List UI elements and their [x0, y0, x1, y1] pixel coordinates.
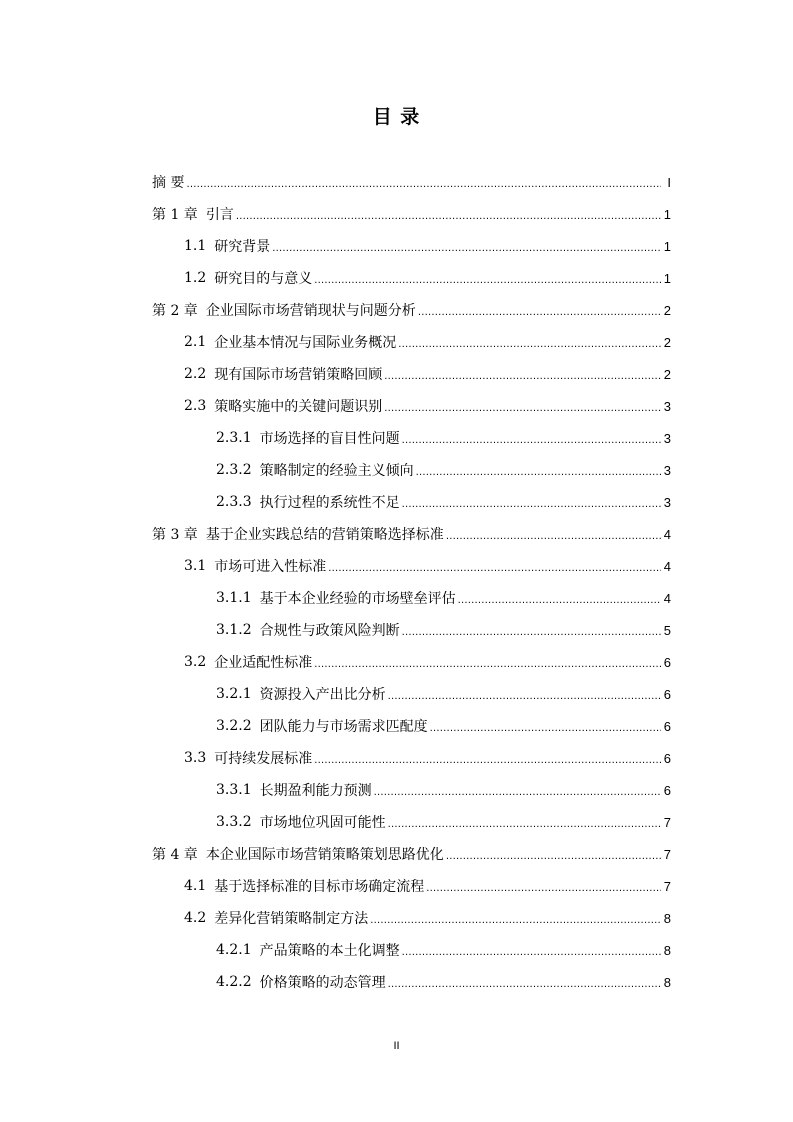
- toc-entry[interactable]: [152, 294, 671, 326]
- toc-dot-leader: [374, 784, 661, 798]
- toc-entry[interactable]: [216, 454, 671, 486]
- toc-entry-number: 摘 要: [152, 175, 185, 191]
- toc-entry-title: 产品策略的本土化调整: [259, 943, 400, 959]
- toc-entry-title: 差异化营销策略制定方法: [214, 911, 369, 927]
- toc-dot-leader: [314, 656, 661, 670]
- toc-entry-title: 可持续发展标准: [214, 751, 313, 767]
- toc-dot-leader: [446, 528, 661, 542]
- toc-entry-number: 3.1.2: [216, 622, 252, 638]
- toc-entry-number: 3.3.2: [216, 814, 252, 830]
- toc-entry[interactable]: [184, 262, 671, 294]
- toc-entry-page-number: 6: [663, 782, 671, 798]
- toc-entry[interactable]: [184, 230, 671, 262]
- toc-entry-title: 研究背景: [214, 239, 271, 255]
- toc-entry[interactable]: [184, 358, 671, 390]
- toc-entry-number: 4.2.1: [216, 942, 252, 958]
- toc-entry-number: 4.2.2: [216, 974, 252, 990]
- toc-entry[interactable]: [216, 422, 671, 454]
- toc-dot-leader: [402, 624, 661, 638]
- toc-entry[interactable]: [216, 710, 671, 742]
- toc-dot-leader: [446, 848, 661, 862]
- toc-entry-number: 第 3 章: [152, 527, 198, 543]
- toc-entry[interactable]: [216, 774, 671, 806]
- toc-entry[interactable]: [184, 390, 671, 422]
- toc-entry-page-number: 2: [663, 334, 671, 350]
- toc-entry-number: 4.1: [184, 878, 207, 894]
- toc-entry-page-number: 3: [663, 430, 671, 446]
- toc-entry-title: 资源投入产出比分析: [259, 687, 386, 703]
- toc-entry-title: 企业国际市场营销现状与问题分析: [205, 303, 416, 319]
- toc-entry-page-number: 7: [663, 846, 671, 862]
- toc-entry[interactable]: [216, 582, 671, 614]
- toc-dot-leader: [314, 272, 661, 286]
- toc-entry-page-number: I: [667, 174, 671, 190]
- toc-entry-page-number: 8: [663, 942, 671, 958]
- toc-entry-page-number: 1: [663, 238, 671, 254]
- toc-entry-page-number: 6: [663, 654, 671, 670]
- toc-entry-title: 研究目的与意义: [214, 271, 313, 287]
- toc-dot-leader: [430, 720, 661, 734]
- toc-entry-number: 1.2: [184, 270, 207, 286]
- toc-dot-leader: [388, 688, 661, 702]
- toc-entry-number: 2.3.2: [216, 462, 252, 478]
- toc-entry-number: 2.3.1: [216, 430, 252, 446]
- toc-entry-page-number: 4: [663, 558, 671, 574]
- toc-entry-title: 市场选择的盲目性问题: [259, 431, 400, 447]
- toc-entry[interactable]: [152, 198, 671, 230]
- toc-dot-leader: [186, 176, 661, 190]
- toc-entry-page-number: 2: [663, 302, 671, 318]
- toc-entry[interactable]: [184, 326, 671, 358]
- toc-entry-page-number: 6: [663, 750, 671, 766]
- toc-entry-title: 企业适配性标准: [214, 655, 313, 671]
- toc-entry-title: 价格策略的动态管理: [259, 975, 386, 991]
- toc-entry-number: 4.2: [184, 910, 207, 926]
- toc-entry[interactable]: [216, 806, 671, 838]
- toc-entry-title: 合规性与政策风险判断: [259, 623, 400, 639]
- footer-page-number: II: [393, 1040, 400, 1052]
- toc-dot-leader: [236, 208, 661, 222]
- toc-entry-title: 策略实施中的关键问题识别: [214, 399, 383, 415]
- toc-entry[interactable]: [216, 678, 671, 710]
- toc-entry-number: 2.3.3: [216, 494, 252, 510]
- toc-entry-title: 团队能力与市场需求匹配度: [259, 719, 428, 735]
- toc-dot-leader: [402, 944, 661, 958]
- toc-entry-page-number: 3: [663, 494, 671, 510]
- toc-entry[interactable]: [216, 966, 671, 998]
- toc-entry-title: 本企业国际市场营销策略策划思路优化: [205, 847, 444, 863]
- toc-dot-leader: [418, 304, 661, 318]
- toc-entry-number: 第 1 章: [152, 207, 198, 223]
- toc-entry-number: 3.2.2: [216, 718, 252, 734]
- toc-entry-title: 执行过程的系统性不足: [259, 495, 400, 511]
- toc-dot-leader: [384, 400, 661, 414]
- toc-dot-leader: [426, 880, 661, 894]
- toc-entry[interactable]: [216, 934, 671, 966]
- toc-entry[interactable]: [184, 646, 671, 678]
- toc-dot-leader: [398, 336, 661, 350]
- toc-dot-leader: [416, 464, 661, 478]
- toc-dot-leader: [388, 976, 661, 990]
- toc-entry-title: 基于本企业经验的市场壁垒评估: [259, 591, 456, 607]
- toc-entry-number: 第 2 章: [152, 303, 198, 319]
- toc-entry-page-number: 1: [663, 206, 671, 222]
- toc-entry-title: 策略制定的经验主义倾向: [259, 463, 414, 479]
- toc-entry-number: 3.3: [184, 750, 207, 766]
- toc-entry-page-number: 2: [663, 366, 671, 382]
- toc-entry-title: 企业基本情况与国际业务概况: [214, 335, 397, 351]
- toc-entry-page-number: 8: [663, 910, 671, 926]
- toc-entry-title: 引言: [205, 207, 234, 223]
- toc-entry[interactable]: [184, 870, 671, 902]
- toc-entry[interactable]: [216, 486, 671, 518]
- toc-entry[interactable]: [152, 166, 671, 198]
- toc-entry-number: 第 4 章: [152, 847, 198, 863]
- toc-entry-number: 3.1: [184, 558, 207, 574]
- toc-entry-number: 3.1.1: [216, 590, 252, 606]
- toc-entry[interactable]: [152, 838, 671, 870]
- toc-entry[interactable]: [184, 550, 671, 582]
- toc-entry-page-number: 3: [663, 462, 671, 478]
- toc-dot-leader: [272, 240, 661, 254]
- toc-entry-page-number: 3: [663, 398, 671, 414]
- toc-entry-page-number: 4: [663, 590, 671, 606]
- toc-dot-leader: [384, 368, 661, 382]
- toc-entry-page-number: 4: [663, 526, 671, 542]
- toc-entry-title: 市场地位巩固可能性: [259, 815, 386, 831]
- toc-entry-page-number: 7: [663, 814, 671, 830]
- toc-dot-leader: [402, 432, 661, 446]
- toc-entry-page-number: 5: [663, 622, 671, 638]
- toc-title: 目 录: [372, 106, 421, 128]
- toc-entry[interactable]: [216, 614, 671, 646]
- toc-entry-page-number: 6: [663, 718, 671, 734]
- toc-entry[interactable]: [152, 518, 671, 550]
- toc-dot-leader: [402, 496, 661, 510]
- toc-entry[interactable]: [184, 742, 671, 774]
- toc-entry-page-number: 7: [663, 878, 671, 894]
- toc-entry[interactable]: [184, 902, 671, 934]
- toc-entry-number: 1.1: [184, 238, 207, 254]
- toc-dot-leader: [458, 592, 661, 606]
- toc-dot-leader: [388, 816, 661, 830]
- toc-entry-page-number: 6: [663, 686, 671, 702]
- toc-dot-leader: [314, 752, 661, 766]
- toc-entry-number: 3.2: [184, 654, 207, 670]
- toc-entry-page-number: 8: [663, 974, 671, 990]
- toc-entry-number: 3.3.1: [216, 782, 252, 798]
- toc-entry-page-number: 1: [663, 270, 671, 286]
- toc-entry-number: 2.3: [184, 398, 207, 414]
- toc-entry-number: 2.2: [184, 366, 207, 382]
- toc-dot-leader: [328, 560, 661, 574]
- toc-entry-title: 长期盈利能力预测: [259, 783, 372, 799]
- toc-entry-title: 现有国际市场营销策略回顾: [214, 367, 383, 383]
- toc-entry-title: 市场可进入性标准: [214, 559, 327, 575]
- toc-entry-number: 3.2.1: [216, 686, 252, 702]
- toc-entry-title: 基于企业实践总结的营销策略选择标准: [205, 527, 444, 543]
- toc-entry-title: 基于选择标准的目标市场确定流程: [214, 879, 425, 895]
- toc-entry-number: 2.1: [184, 334, 207, 350]
- toc-dot-leader: [370, 912, 661, 926]
